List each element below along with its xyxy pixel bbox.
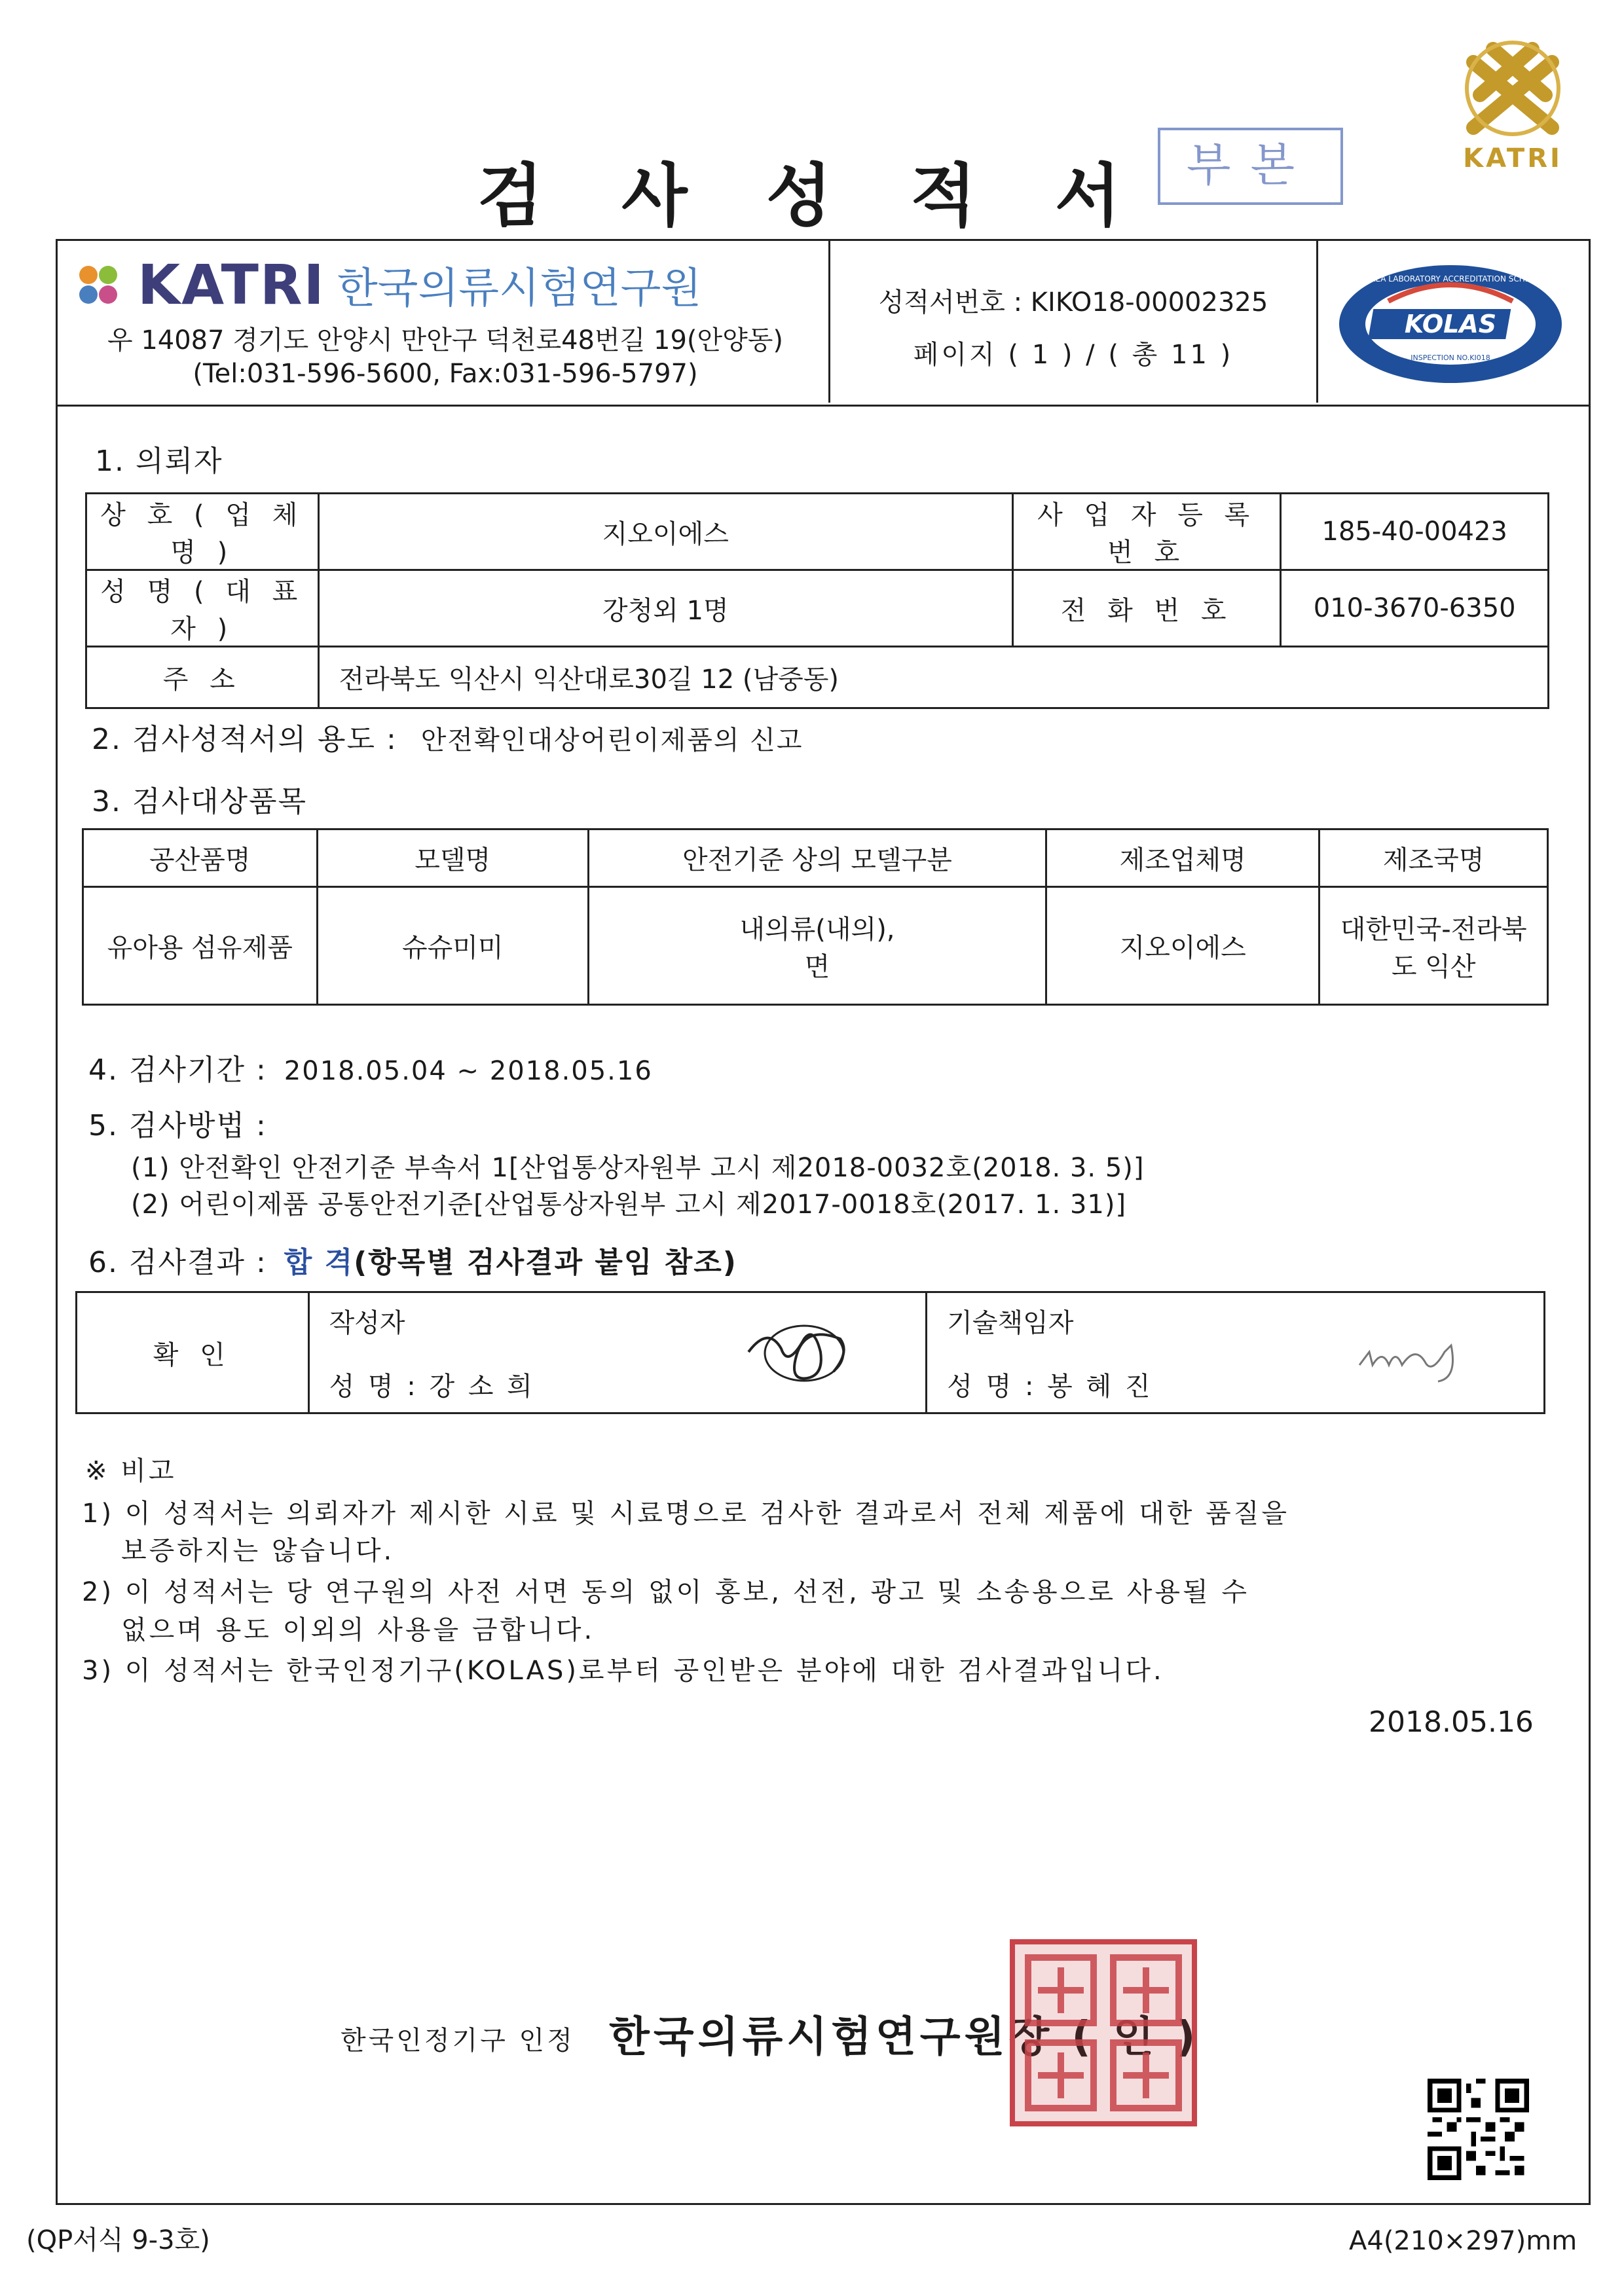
kolas-seal-icon (1336, 262, 1565, 386)
org-tel-fax: (Tel:031-596-5600, Fax:031-596-5797) (193, 359, 698, 389)
tech-manager-cell (927, 1292, 1545, 1413)
title-char: 적 (910, 156, 1003, 236)
org-name: 한국의류시험연구원 (337, 264, 702, 313)
table-row (86, 570, 1549, 647)
paper-size: A4(210×297)mm (1349, 2226, 1578, 2256)
method-item: (1) 안전확인 안전기준 부속서 1[산업통상자원부 고시 제2018-0032호(2018. 3. 5)] (131, 1153, 1145, 1183)
remark-line: 2) 이 성적서는 당 연구원의 사전 서면 동의 없이 홍보, 선전, 광고 및 소송용으로 사용될 수 (82, 1577, 1249, 1607)
tech-name: 성 명 : 봉 혜 진 (947, 1372, 1153, 1402)
table-row (83, 887, 1548, 1005)
cell-maker: 지오이에스 (1046, 887, 1319, 1005)
kolas-ring-text: KOREA LABORATORY ACCREDITATION SCHEME (1359, 274, 1542, 283)
org-address: 우 14087 경기도 안양시 만안구 덕천로48번길 19(안양동) (107, 325, 784, 355)
knot-icon (1447, 36, 1578, 141)
cell-label: 주 소 (86, 647, 319, 708)
tech-signature (1353, 1326, 1484, 1385)
column-header: 공산품명 (83, 829, 318, 887)
colorful-knot-icon (72, 259, 124, 311)
cell-label: 상 호 ( 업 체 명 ) (86, 494, 319, 570)
katri-corner-logo (1447, 36, 1578, 173)
issuer-name: 한국의류시험연구원장 ( 인 ) (609, 2013, 1200, 2062)
section2-heading: 2. 검사성적서의 용도 : (92, 723, 397, 756)
column-header: 제조국명 (1320, 829, 1548, 887)
table-row (86, 494, 1549, 570)
kolas-logo-label: KOLAS (1404, 310, 1497, 338)
remark-line: 보증하지는 않습니다. (121, 1536, 395, 1566)
requester-table (85, 492, 1549, 709)
cell-value: 전라북도 익산시 익산대로30길 12 (남중동) (318, 647, 1548, 708)
section6-heading: 6. 검사결과 : (88, 1246, 267, 1279)
cell-value: 지오이에스 (318, 494, 1012, 570)
qr-code (1428, 2079, 1529, 2180)
product-table (82, 828, 1549, 1006)
document-title (0, 141, 1624, 239)
cell-country (1320, 887, 1548, 1005)
title-char: 성 (766, 156, 858, 236)
remark-line: 1) 이 성적서는 의뢰자가 제시한 시료 및 시료명으로 검사한 결과로서 전체 제품에 대한 품질을 (82, 1499, 1290, 1529)
cert-number: 성적서번호 : KIKO18-00002325 (878, 287, 1268, 318)
kolas-logo (1336, 262, 1565, 386)
corner-logo-label: KATRI (1463, 143, 1562, 173)
confirm-label: 확 인 (77, 1292, 309, 1413)
form-number: (QP서식 9-3호) (26, 2225, 210, 2255)
kolas-sub-text: INSPECTION NO.KI018 (1411, 354, 1490, 362)
copy-stamp: 부본 (1158, 128, 1343, 205)
header-cert-cell (830, 239, 1318, 403)
katri-logo (72, 252, 701, 318)
katri-logo-text: KATRI (138, 253, 325, 317)
country-line: 대한민국-전라북 (1340, 914, 1527, 945)
title-char: 사 (621, 156, 714, 236)
title-char: 검 (477, 156, 570, 236)
section6 (88, 1239, 737, 1281)
writer-cell (308, 1292, 927, 1413)
confirmation-table (75, 1291, 1545, 1414)
result-pass: 합 격 (284, 1246, 354, 1279)
section4 (88, 1046, 653, 1088)
writer-title: 작성자 (329, 1308, 405, 1338)
model-class-line: 면 (804, 951, 830, 982)
cell-label: 사 업 자 등 록 번 호 (1012, 494, 1280, 570)
column-header: 안전기준 상의 모델구분 (588, 829, 1046, 887)
section1-heading: 1. 의뢰자 (95, 445, 223, 478)
table-row (77, 1292, 1545, 1413)
column-header: 모델명 (317, 829, 588, 887)
model-class-line: 내의류(내의), (739, 914, 895, 945)
method-item: (2) 어린이제품 공통안전기준[산업통상자원부 고시 제2017-0018호(2017. 1. 31)] (131, 1190, 1127, 1220)
cell-model: 슈슈미미 (317, 887, 588, 1005)
writer-signature (742, 1313, 853, 1391)
cell-value: 010-3670-6350 (1281, 570, 1549, 647)
remark-line: 3) 이 성적서는 한국인정기구(KOLAS)로부터 공인받은 분야에 대한 검사결과입니다. (82, 1656, 1164, 1686)
page-indicator: 페이지 ( 1 ) / ( 총 11 ) (913, 340, 1234, 370)
cell-model-class (588, 887, 1046, 1005)
result-note: (항목별 검사결과 붙임 참조) (354, 1246, 737, 1279)
section2 (92, 716, 803, 757)
cell-label: 성 명 ( 대 표 자 ) (86, 570, 319, 647)
column-header: 제조업체명 (1046, 829, 1319, 887)
remark-line: 없으며 용도 이외의 사용을 금합니다. (121, 1615, 595, 1645)
country-line: 도 익산 (1391, 951, 1476, 982)
section5-heading: 5. 검사방법 : (88, 1109, 267, 1142)
table-row (86, 647, 1549, 708)
inspection-period: 2018.05.04 ~ 2018.05.16 (284, 1056, 653, 1086)
official-seal (1008, 1938, 1198, 2128)
table-header-row (83, 829, 1548, 887)
section3-heading: 3. 검사대상품목 (92, 785, 307, 818)
section2-value: 안전확인대상어린이제품의 신고 (420, 725, 803, 756)
title-char: 서 (1054, 156, 1147, 236)
issuer-prefix: 한국인정기구 인정 (341, 2026, 575, 2056)
section4-heading: 4. 검사기간 : (88, 1053, 267, 1087)
issue-date: 2018.05.16 (1369, 1705, 1534, 1739)
tech-title: 기술책임자 (947, 1308, 1074, 1338)
writer-name: 성 명 : 강 소 희 (329, 1372, 535, 1402)
remarks-heading: ※ 비고 (85, 1456, 177, 1486)
cell-label: 전 화 번 호 (1012, 570, 1280, 647)
cell-value: 강청외 1명 (318, 570, 1012, 647)
cell-product: 유아용 섬유제품 (83, 887, 318, 1005)
cell-value: 185-40-00423 (1281, 494, 1549, 570)
